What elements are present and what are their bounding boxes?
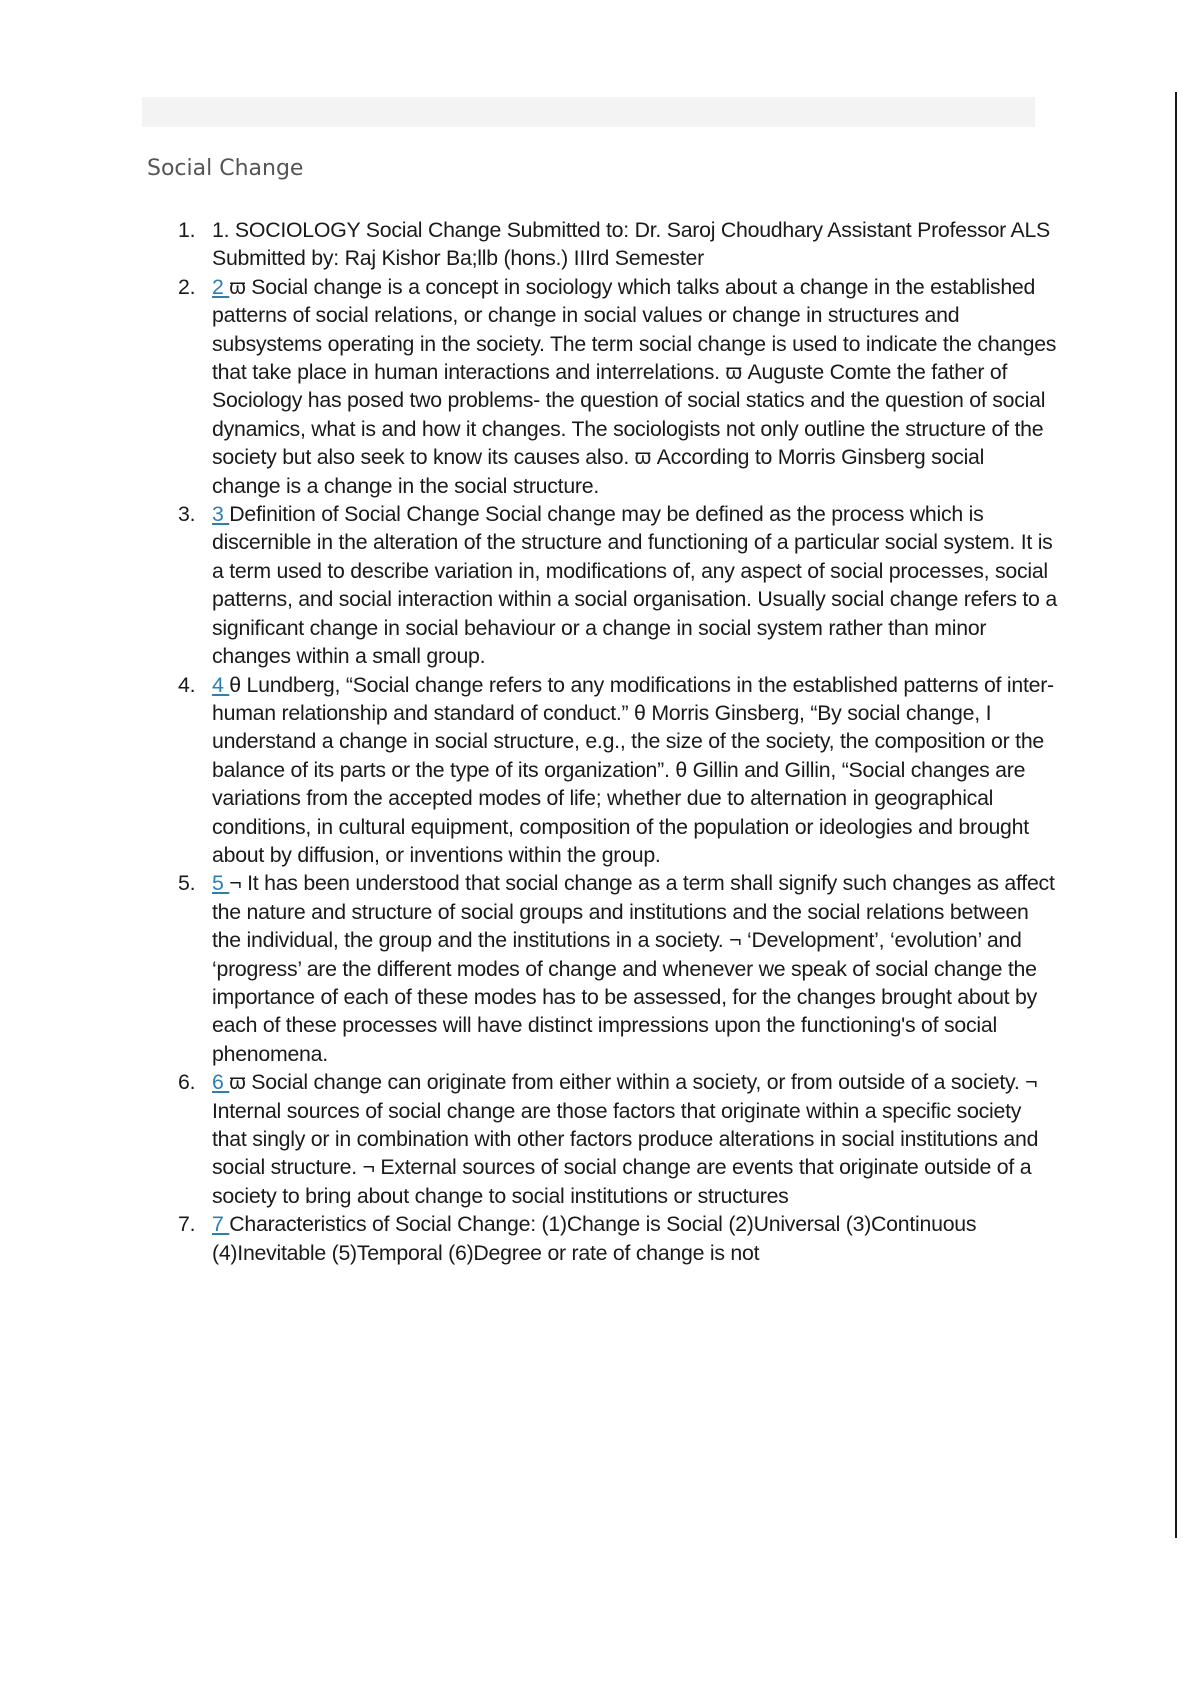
slide-link[interactable]: 7: [212, 1212, 230, 1237]
list-item: [168, 869, 1058, 1068]
list-item: [168, 500, 1058, 670]
document-header-bar: [142, 97, 1035, 127]
item-number: 2.: [178, 274, 196, 299]
item-text: ϖ Social change can originate from either within a society, or from outside of a society. ¬ Internal sources of social change are those factors that originate within a specific society that singly or in combination with other factors produce alterations in social institutions and social structure. ¬ External sources of social change are events that originate outside of a society to bring about change to social institutions or structures: [212, 1070, 1039, 1208]
item-text: θ Lundberg, “Social change refers to any modifications in the established patterns of inter-human relationship and standard of conduct.” θ Morris Ginsberg, “By social change, I understand a change in social structure, e.g., the size of the society, the composition or the balance of its parts or the type of its organization”. θ Gillin and Gillin, “Social changes are variations from the accepted modes of life; whether due to alternation in geographical conditions, in cultural equipment, composition of the population or ideologies and brought about by diffusion, or inventions within the group.: [212, 672, 1054, 867]
item-number: 3.: [178, 502, 196, 527]
item-number: 4.: [178, 672, 196, 697]
slide-link[interactable]: 4: [212, 672, 230, 697]
item-text: Definition of Social Change Social change may be defined as the process which is discernible in the alteration of the structure and functioning of a particular social system. It is a term used to describe variation in, modifications of, any aspect of social processes, social patterns, and social interaction within a social organisation. Usually social change refers to a significant change in social behaviour or a change in social system rather than minor changes within a small group.: [212, 502, 1057, 669]
item-text: ϖ Social change is a concept in sociology which talks about a change in the established patterns of social relations, or change in social values or change in structures and subsystems operating in the society. The term social change is used to indicate the changes that take place in human interactions and interrelations. ϖ Auguste Comte the father of Sociology has posed two problems- the question of social statics and the question of social dynamics, what is and how it changes. The sociologists not only outline the structure of the society but also seek to know its causes also. ϖ According to Morris Ginsberg social change is a change in the social structure.: [212, 274, 1057, 498]
slide-list: [168, 216, 1058, 1267]
item-number: 7.: [178, 1212, 196, 1237]
list-item: [168, 671, 1058, 870]
slide-link[interactable]: 6: [212, 1070, 230, 1095]
item-number: 6.: [178, 1070, 196, 1095]
item-text: Characteristics of Social Change: (1)Change is Social (2)Universal (3)Continuous (4)Inevitable (5)Temporal (6)Degree or rate of change is not: [212, 1212, 977, 1265]
list-item: [168, 216, 1058, 273]
list-item: [168, 273, 1058, 500]
slide-link[interactable]: 5: [212, 871, 230, 896]
item-number: 5.: [178, 871, 196, 896]
document-title: Social Change: [147, 156, 304, 181]
item-number: 1.: [178, 218, 196, 242]
slide-link[interactable]: 2: [212, 274, 230, 299]
page-edge-line: [1175, 92, 1177, 1538]
item-text: ¬ It has been understood that social change as a term shall signify such changes as affect the nature and structure of social groups and institutions and the social relations between the individual, the group and the institutions in a society. ¬ ‘Development’, ‘evolution’ and ‘progress’ are the different modes of change and whenever we speak of social change the importance of each of these modes has to be assessed, for the changes brought about by each of these processes will have distinct impressions upon the functioning's of social phenomena.: [212, 871, 1055, 1066]
slide-link[interactable]: 3: [212, 502, 230, 527]
list-item: [168, 1068, 1058, 1210]
item-text: 1. SOCIOLOGY Social Change Submitted to: Dr. Saroj Choudhary Assistant Professor ALS Submitted by: Raj Kishor Ba;llb (hons.) IIIrd Semester: [212, 218, 1051, 271]
list-item: [168, 1210, 1058, 1267]
